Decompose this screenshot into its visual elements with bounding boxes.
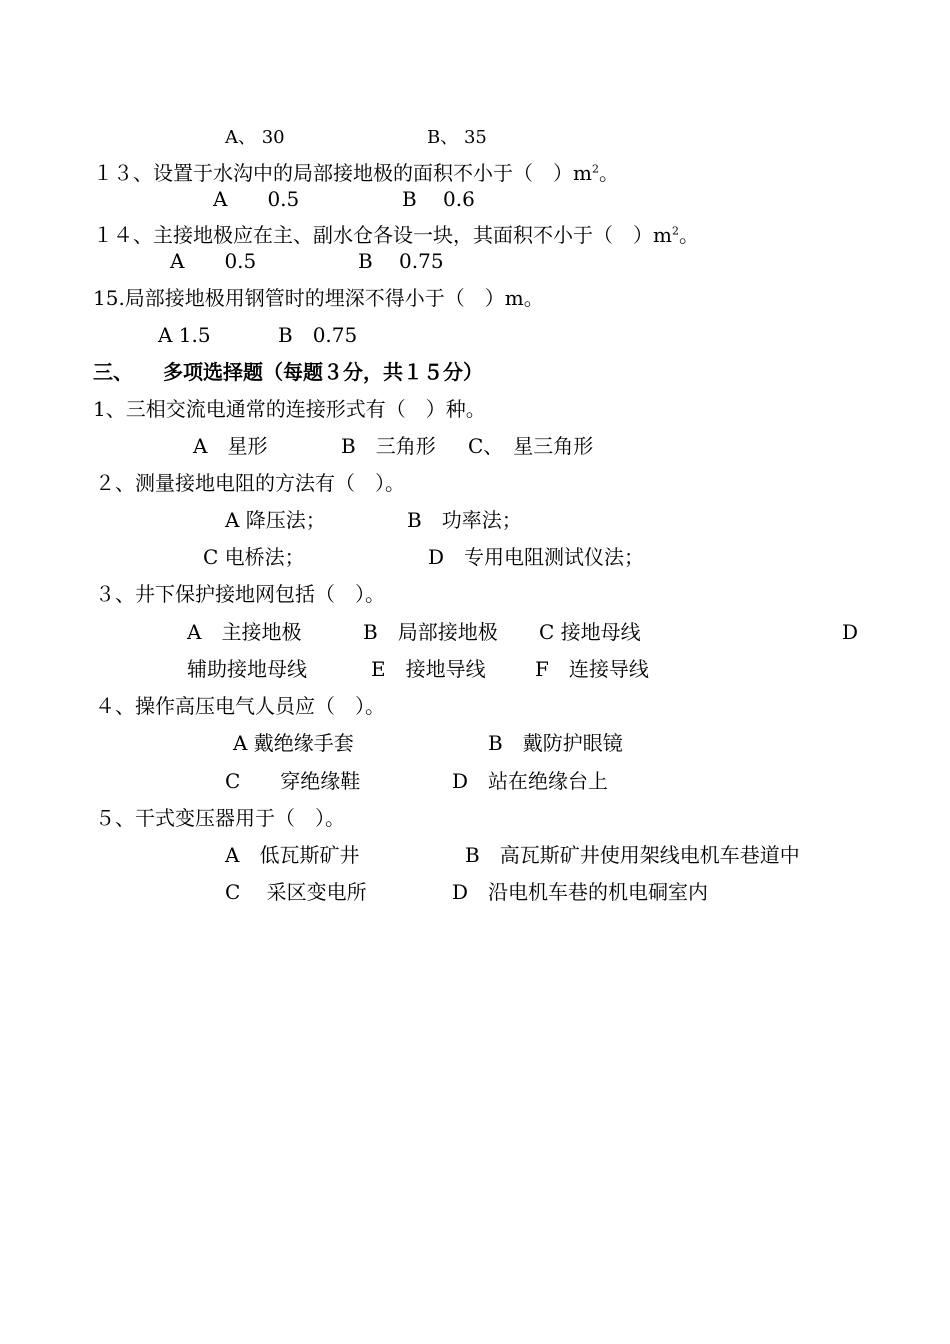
mq2-option-c: C 电桥法； [203,545,305,569]
mq5-option-a: A 低瓦斯矿井 [225,843,360,867]
mq1-option-c: C、 星三角形 [468,434,594,458]
section-3-heading: 三、 多项选择题（每题３分，共１５分） [93,360,483,384]
question-14-text: １４、主接地极应在主、副水仓各设一块，其面积不小于（ ）m [93,223,672,247]
question-15: 15.局部接地极用钢管时的埋深不得小于（ ）m。 [93,286,544,310]
mq1-option-b: B 三角形 [341,434,436,458]
option-b-35: B、 35 [427,127,487,148]
mq3-option-b: B 局部接地极 [363,620,498,644]
q15-option-a: A 1.5 [158,323,211,347]
mq3-option-d-text: 辅助接地母线 [187,657,307,681]
question-13-sup: 2 [591,162,599,176]
mq2-option-a: A 降压法； [225,508,326,532]
multi-question-3: ３、井下保护接地网包括（ ）。 [95,582,385,606]
question-14-tail: 。 [678,223,699,247]
q13-option-b: B 0.6 [402,187,475,211]
mq3-option-f: F 连接导线 [535,657,649,681]
mq4-option-b: B 戴防护眼镜 [488,731,623,755]
question-13-tail: 。 [598,161,619,185]
mq2-option-d: D 专用电阻测试仪法； [428,545,645,569]
q13-option-a: A 0.5 [213,187,300,211]
option-a-30: A、 30 [225,127,285,148]
mq4-option-d: D 站在绝缘台上 [452,769,609,793]
mq3-option-e: E 接地导线 [371,657,486,681]
q15-option-b: B 0.75 [278,323,358,347]
mq5-option-c: C 采区变电所 [225,880,367,904]
mq5-option-d: D 沿电机车巷的机电硐室内 [452,880,709,904]
question-13-text: １３、设置于水沟中的局部接地极的面积不小于（ ）m [93,161,592,185]
mq3-option-a: A 主接地极 [187,620,302,644]
q14-option-b: B 0.75 [358,249,444,273]
question-14 [93,223,699,247]
mq1-option-a: A 星形 [193,434,268,458]
mq4-option-a: A 戴绝缘手套 [233,731,354,755]
question-14-sup: 2 [671,224,679,238]
q14-option-a: A 0.5 [170,249,257,273]
multi-question-2: ２、测量接地电阻的方法有（ ）。 [95,471,405,495]
multi-question-1: 1、三相交流电通常的连接形式有（ ）种。 [93,397,486,421]
question-13 [93,161,619,185]
mq3-option-c: C 接地母线 [539,620,641,644]
mq3-option-d-letter: D [842,620,859,644]
multi-question-5: ５、干式变压器用于（ ）。 [95,806,345,830]
multi-question-4: ４、操作高压电气人员应（ ）。 [95,694,385,718]
mq4-option-c: C 穿绝缘鞋 [225,769,361,793]
mq5-option-b: B 高瓦斯矿井使用架线电机车巷道中 [465,843,800,867]
mq2-option-b: B 功率法； [407,508,522,532]
